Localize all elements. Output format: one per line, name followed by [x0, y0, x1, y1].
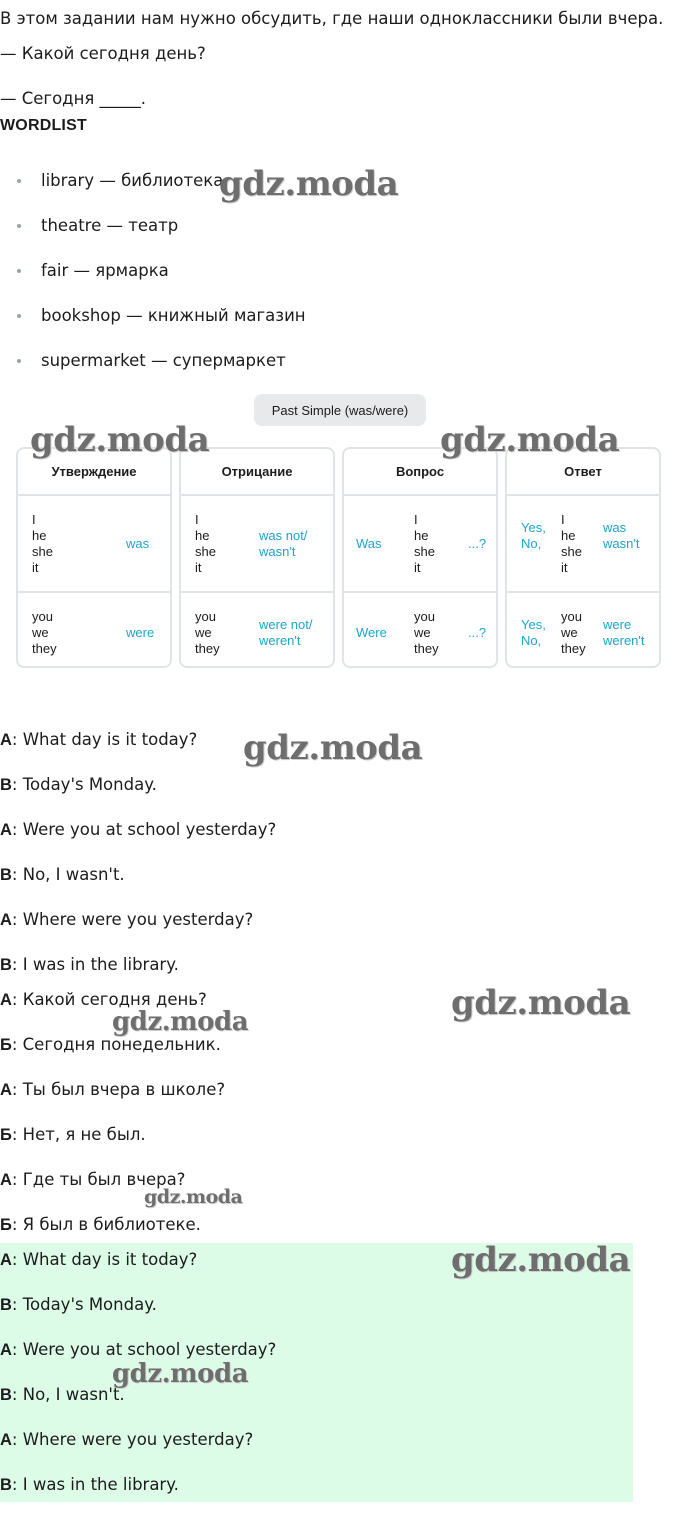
answer-line: B: I was in the library.: [0, 1475, 179, 1494]
pronoun-list: you we they: [32, 609, 57, 656]
answer-highlight-box: [0, 1243, 633, 1502]
dialog-line-ru: А: Ты был вчера в школе?: [0, 1080, 226, 1099]
question-card: [342, 447, 498, 668]
answer-line: A: What day is it today?: [0, 1250, 198, 1269]
affirmative-card: [16, 447, 172, 668]
question-header: Вопрос: [344, 449, 496, 496]
watermark-logo: gdz.moda: [451, 983, 631, 1023]
intro-text: В этом задании нам нужно обсудить, где наши одноклассники были вчера.: [0, 9, 664, 28]
question-mark: ...?: [468, 536, 487, 551]
plural-row: [18, 591, 170, 688]
affirmative-header: Утверждение: [18, 449, 170, 496]
pronoun-list: you we they: [195, 609, 220, 656]
verb-form: Were: [356, 625, 387, 640]
plural-row: [344, 591, 496, 688]
watermark-logo: gdz.moda: [112, 1359, 249, 1389]
dialog-line: A: Were you at school yesterday?: [0, 820, 277, 839]
watermark-logo: gdz.moda: [112, 1007, 249, 1037]
bullet-icon: [17, 359, 21, 363]
dialog-line: A: What day is it today?: [0, 730, 198, 749]
watermark-logo: gdz.moda: [219, 164, 399, 204]
dialog-line: A: Where were you yesterday?: [0, 910, 254, 929]
no-label: No,: [521, 633, 542, 648]
watermark-logo: gdz.moda: [440, 420, 620, 460]
question-mark: ...?: [468, 625, 487, 640]
pronoun-list: I he she it: [561, 512, 582, 575]
bullet-icon: [17, 179, 21, 183]
negative-header: Отрицание: [181, 449, 333, 496]
verb-form: weren't: [259, 633, 301, 648]
dialog-line: B: Today's Monday.: [0, 775, 157, 794]
verb-form: was: [603, 520, 627, 535]
grammar-topic-pill: Past Simple (was/were): [254, 394, 426, 426]
verb-form: Was: [356, 536, 382, 551]
singular-row: [507, 496, 659, 591]
verb-form: wasn't: [259, 544, 296, 559]
pronoun-list: I he she it: [195, 512, 216, 575]
watermark-logo: gdz.moda: [451, 1240, 631, 1280]
dialog-line-ru: Б: Нет, я не был.: [0, 1125, 146, 1144]
yes-label: Yes,: [521, 520, 546, 535]
verb-form: were: [126, 625, 155, 640]
yes-label: Yes,: [521, 617, 546, 632]
pronoun-list: you we they: [414, 609, 439, 656]
intro-answer-blank: — Сегодня _____.: [0, 89, 147, 108]
dialog-line-ru: Б: Сегодня понедельник.: [0, 1035, 221, 1054]
answer-header: Ответ: [507, 449, 659, 496]
answer-line: B: Today's Monday.: [0, 1295, 157, 1314]
verb-form: weren't: [603, 633, 645, 648]
answer-line: A: Where were you yesterday?: [0, 1430, 254, 1449]
plural-row: [181, 591, 333, 688]
answer-card: [505, 447, 661, 668]
dialog-line-ru: Б: Я был в библиотеке.: [0, 1215, 201, 1234]
pronoun-list: you we they: [561, 609, 586, 656]
pronoun-list: I he she it: [32, 512, 53, 575]
answer-line: A: Were you at school yesterday?: [0, 1340, 277, 1359]
verb-form: were not/: [259, 617, 313, 632]
singular-row: [344, 496, 496, 591]
dialog-line: B: No, I wasn't.: [0, 865, 125, 884]
wordlist-title: WORDLIST: [0, 117, 87, 134]
plural-row: [507, 591, 659, 688]
dialog-line: B: I was in the library.: [0, 955, 179, 974]
answer-line: B: No, I wasn't.: [0, 1385, 125, 1404]
singular-row: [181, 496, 333, 591]
verb-form: was not/: [259, 528, 308, 543]
pronoun-list: I he she it: [414, 512, 435, 575]
dialog-line-ru: А: Где ты был вчера?: [0, 1170, 186, 1189]
bullet-icon: [17, 314, 21, 318]
verb-form: was: [126, 536, 150, 551]
watermark-logo: gdz.moda: [144, 1186, 243, 1208]
negative-card: [179, 447, 335, 668]
dialog-line-ru: А: Какой сегодня день?: [0, 990, 207, 1009]
no-label: No,: [521, 536, 542, 551]
verb-form: were: [603, 617, 632, 632]
singular-row: [18, 496, 170, 591]
watermark-logo: gdz.moda: [30, 420, 210, 460]
bullet-icon: [17, 269, 21, 273]
intro-question: — Какой сегодня день?: [0, 44, 206, 63]
verb-form: wasn't: [603, 536, 640, 551]
bullet-icon: [17, 224, 21, 228]
watermark-logo: gdz.moda: [243, 728, 423, 768]
